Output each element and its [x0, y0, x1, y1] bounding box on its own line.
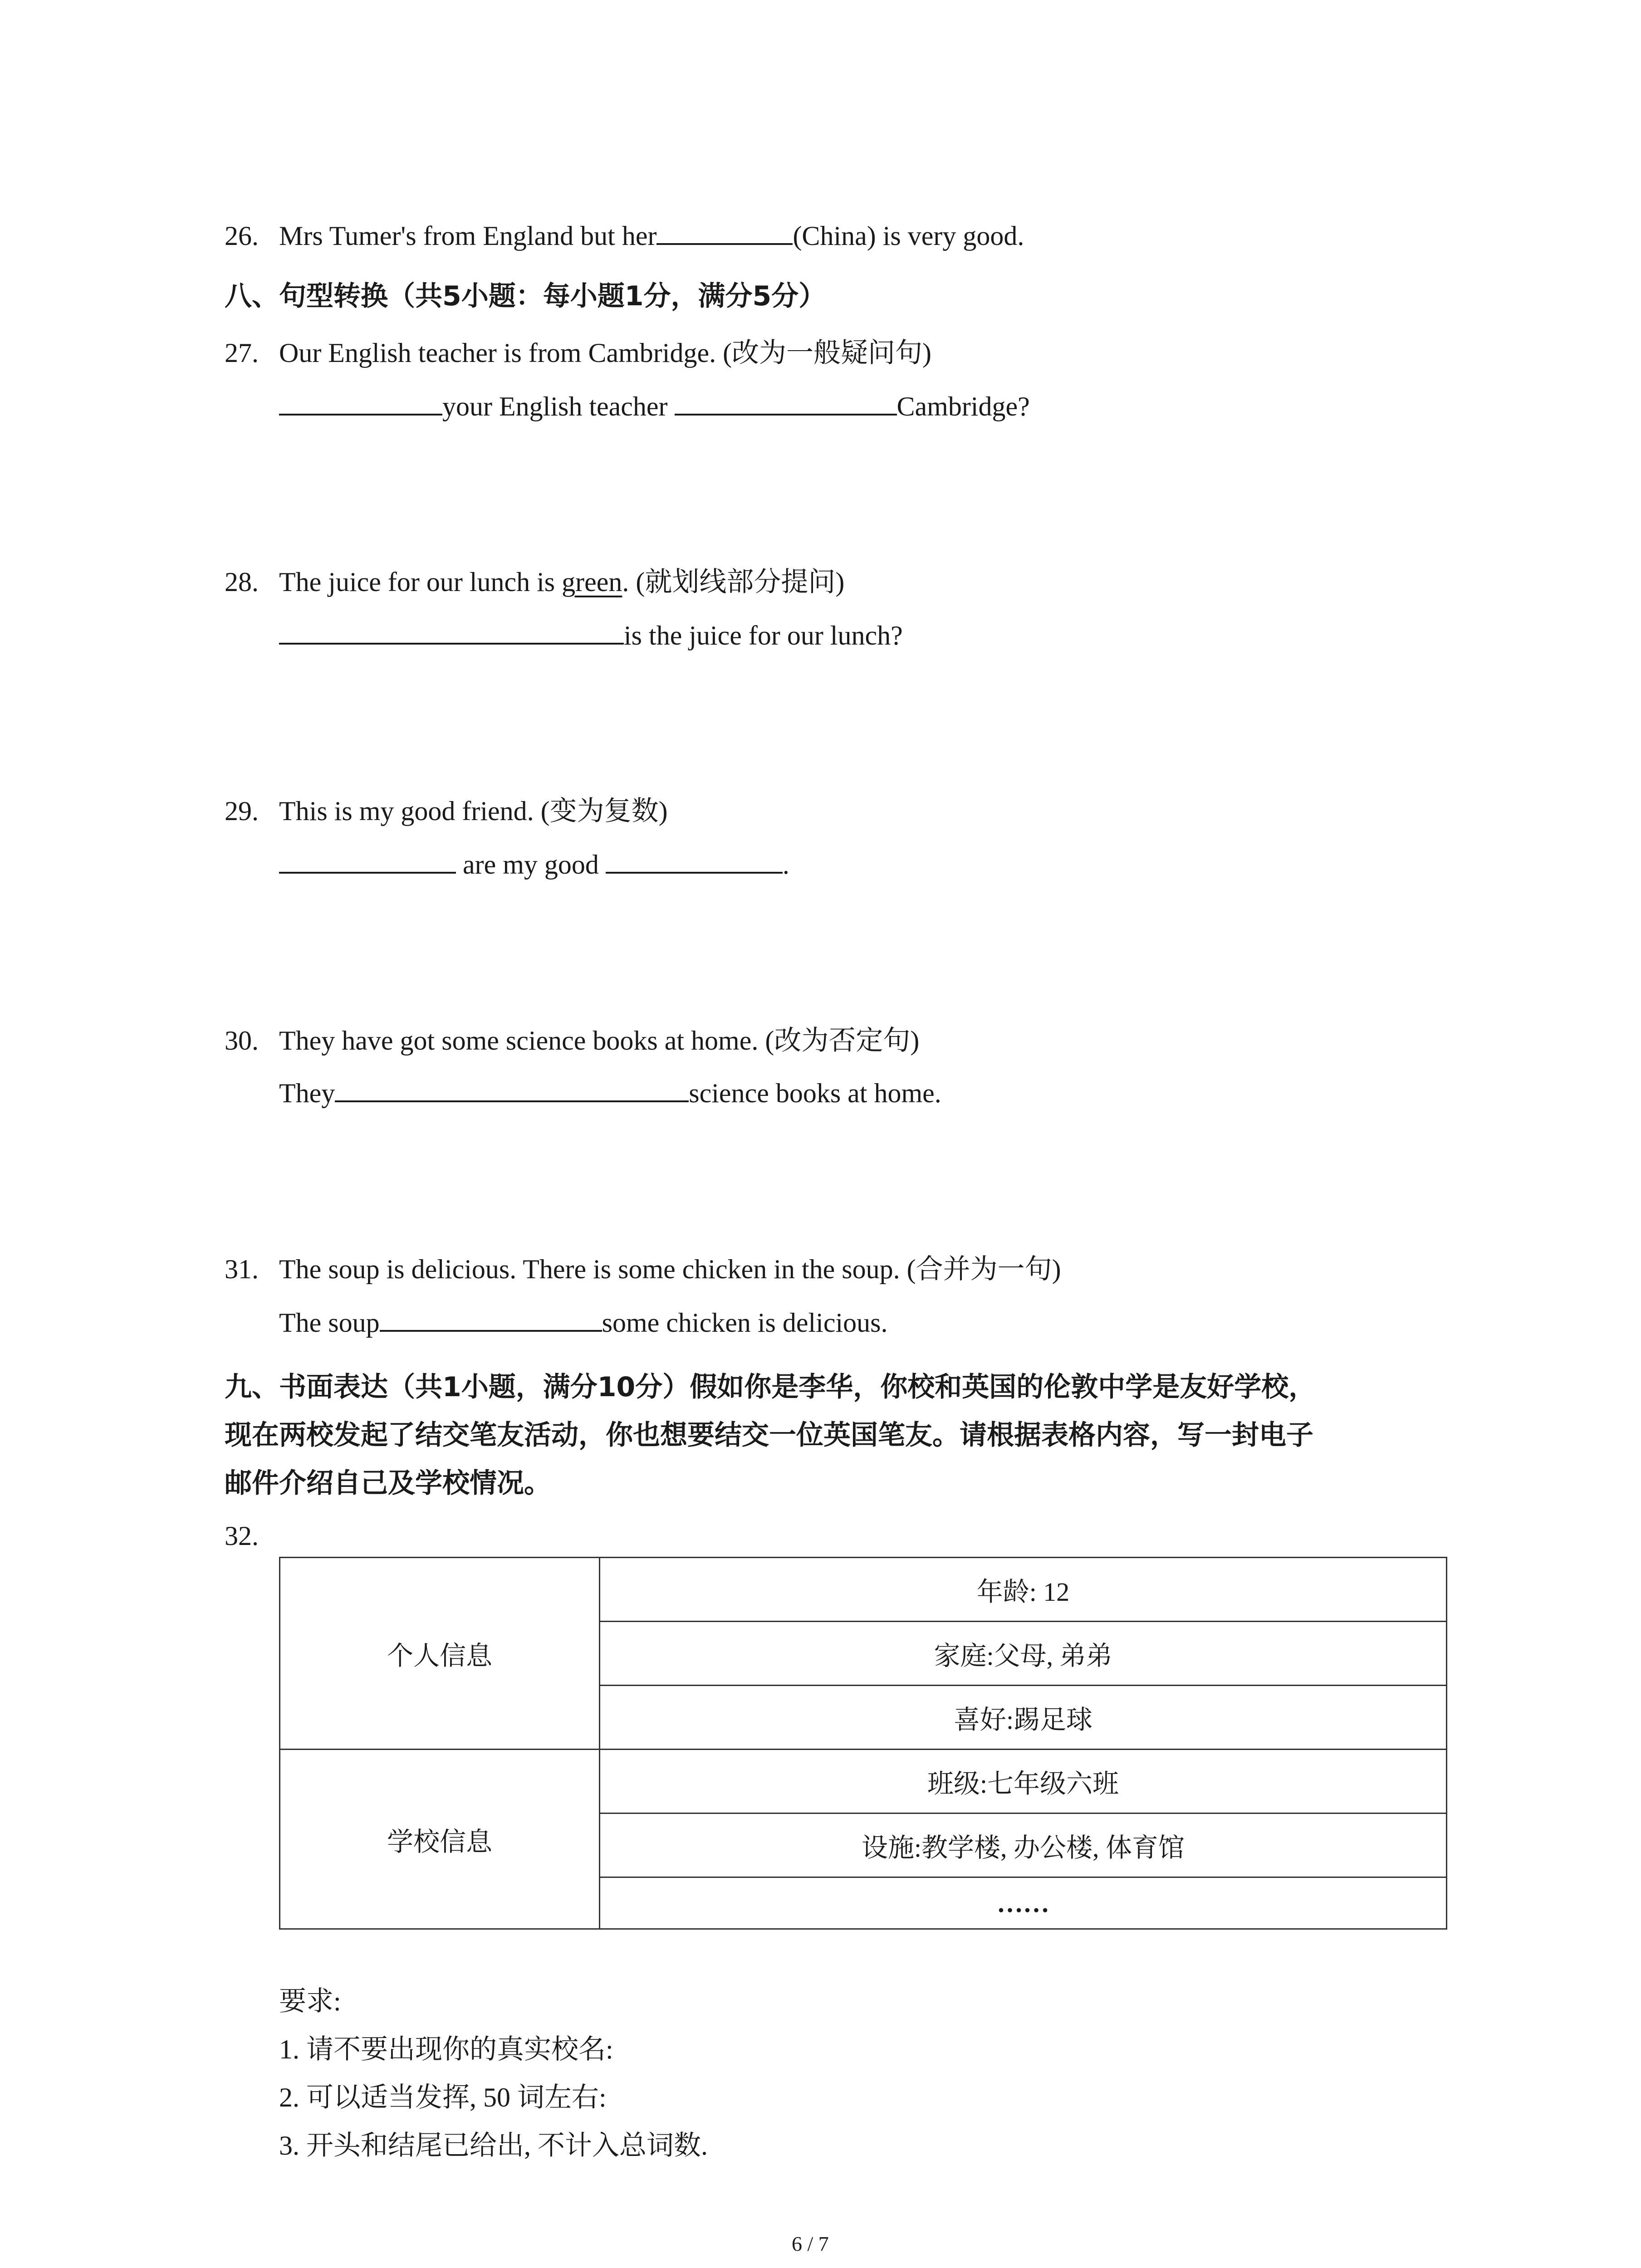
school-info-class: 班级:七年级六班 — [600, 1750, 1447, 1813]
answer-line-27 — [279, 386, 1030, 424]
question-text: This is my good friend. (变为复数) — [279, 796, 668, 826]
requirements-title: 要求: — [279, 1986, 341, 2016]
answer-text: They — [279, 1078, 335, 1108]
school-info-facilities: 设施:教学楼, 办公楼, 体育馆 — [600, 1813, 1447, 1877]
personal-info-age: 年龄: 12 — [600, 1558, 1447, 1622]
underlined-word: green — [562, 567, 622, 597]
section-heading-9-line-2: 现在两校发起了结交笔友活动，你也想要结交一位英国笔友。请根据表格内容，写一封电子 — [225, 1419, 1313, 1451]
section-heading-8: 八、句型转换（共5小题：每小题1分，满分5分） — [225, 280, 826, 312]
info-table — [279, 1557, 1447, 1930]
question-31 — [225, 1252, 1061, 1286]
question-text: Mrs Tumer's from England but her — [279, 221, 657, 251]
question-text: . (就划线部分提问) — [622, 567, 845, 597]
personal-info-hobby: 喜好:踢足球 — [600, 1686, 1447, 1750]
school-info-more: …… — [600, 1877, 1447, 1929]
answer-line-31 — [279, 1303, 888, 1340]
question-text: The soup is delicious. There is some chicken in the soup. (合并为一句) — [279, 1254, 1061, 1284]
answer-line-29 — [279, 845, 789, 882]
answer-blank[interactable] — [380, 1303, 602, 1332]
requirement-item-2: 2. 可以适当发挥, 50 词左右: — [279, 2082, 607, 2112]
answer-blank[interactable] — [335, 1073, 689, 1102]
section-heading-9-line-1: 九、书面表达（共1小题，满分10分）假如你是李华，你校和英国的伦敦中学是友好学校， — [225, 1371, 1316, 1403]
question-number: 31. — [225, 1254, 259, 1284]
question-26 — [225, 216, 1024, 253]
page-number: 6 / 7 — [792, 2232, 829, 2255]
question-number: 27. — [225, 338, 259, 368]
personal-info-family: 家庭:父母, 弟弟 — [600, 1622, 1447, 1686]
question-28 — [225, 565, 844, 599]
answer-text: is the juice for our lunch? — [624, 621, 903, 650]
answer-line-28 — [279, 616, 903, 653]
question-number: 28. — [225, 567, 259, 597]
school-info-label: 学校信息 — [280, 1750, 600, 1929]
answer-blank[interactable] — [606, 845, 783, 874]
question-number: 29. — [225, 796, 259, 826]
requirement-item-3: 3. 开头和结尾已给出, 不计入总词数. — [279, 2131, 708, 2160]
answer-blank[interactable] — [279, 845, 456, 874]
answer-text: . — [782, 850, 789, 880]
question-text: (China) is very good. — [793, 221, 1024, 251]
answer-blank[interactable] — [279, 616, 624, 645]
answer-blank[interactable] — [656, 216, 793, 245]
answer-text: The soup — [279, 1308, 380, 1338]
section-heading-9-line-3: 邮件介绍自己及学校情况。 — [225, 1467, 551, 1499]
answer-blank[interactable] — [675, 386, 897, 415]
question-32-number: 32. — [225, 1521, 259, 1551]
answer-text: are my good — [463, 850, 599, 880]
question-text: The juice for our lunch is — [279, 567, 562, 597]
question-30 — [225, 1023, 919, 1058]
personal-info-label: 个人信息 — [280, 1558, 600, 1750]
question-text: They have got some science books at home. (改为否定句) — [279, 1026, 920, 1056]
requirement-item-1: 1. 请不要出现你的真实校名: — [279, 2034, 613, 2064]
answer-line-30 — [279, 1073, 941, 1110]
question-29 — [225, 794, 668, 828]
answer-text: some chicken is delicious. — [602, 1308, 888, 1338]
question-text: Our English teacher is from Cambridge. (改为一般疑问句) — [279, 338, 932, 368]
answer-text: your English teacher — [442, 391, 668, 421]
answer-text: Cambridge? — [896, 391, 1030, 421]
answer-text: science books at home. — [689, 1078, 941, 1108]
question-27 — [225, 336, 931, 370]
question-number: 26. — [225, 221, 259, 251]
answer-blank[interactable] — [279, 386, 442, 415]
question-number: 30. — [225, 1026, 259, 1056]
